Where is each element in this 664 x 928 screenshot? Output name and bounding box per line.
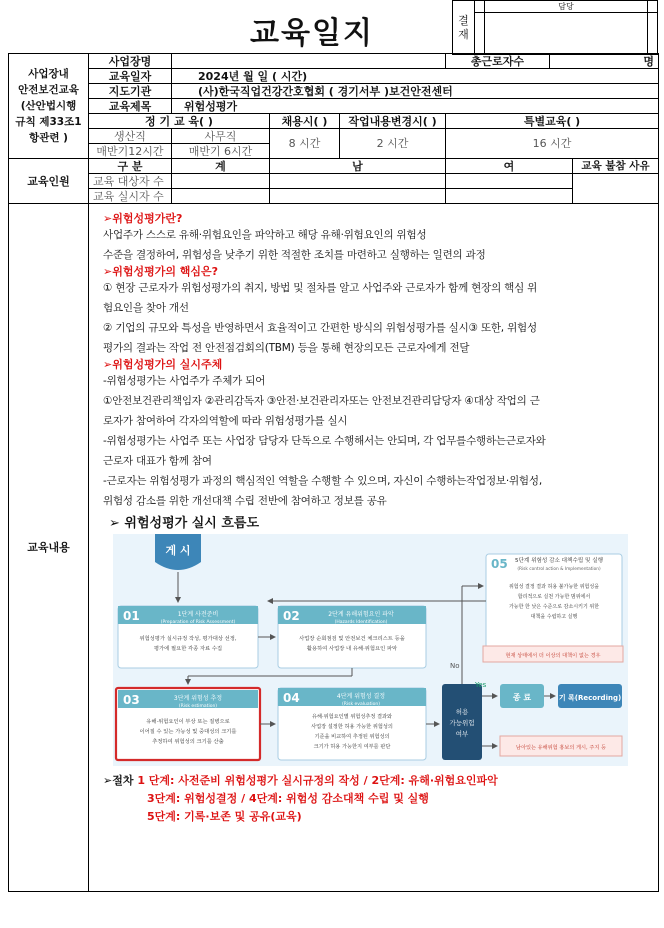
svg-text:크기가 허용 가능한지 여부를 판단: 크기가 허용 가능한지 여부를 판단	[313, 744, 391, 750]
approval-sign-1	[475, 13, 485, 55]
approval-label: 결 재	[453, 1, 475, 55]
svg-text:활용하여 사업장 내 유해·위험요인 파악: 활용하여 사업장 내 유해·위험요인 파악	[306, 646, 398, 652]
svg-text:여부: 여부	[455, 730, 469, 738]
content-label: 교육내용	[9, 204, 89, 892]
approval-cell-1	[475, 1, 485, 13]
absence-reason-field[interactable]	[573, 174, 659, 204]
step5-number: 05	[491, 557, 508, 571]
start-label: 게 시	[165, 544, 191, 557]
svg-text:허용: 허용	[455, 708, 469, 716]
col-total: 계	[172, 159, 270, 174]
svg-text:가능한 한 낮은 수준으로 감소시키기 위한: 가능한 한 낮은 수준으로 감소시키기 위한	[508, 604, 600, 610]
no-label: No	[450, 662, 460, 670]
step3-subtitle: (Risk estimation)	[178, 704, 218, 709]
done-male[interactable]	[270, 189, 446, 204]
subject-label: 교육제목	[89, 99, 172, 114]
yes-label: Yes	[475, 681, 487, 689]
production-label: 생산직	[89, 129, 172, 144]
approval-sign-3	[648, 13, 658, 55]
type-hire[interactable]: 채용시( )	[270, 114, 340, 129]
row-target: 교육 대상자 수	[89, 174, 172, 189]
col-female: 여	[446, 159, 573, 174]
step1-subtitle: (Preparation of Risk Assessment)	[160, 620, 236, 625]
flowchart-diagram	[113, 534, 628, 766]
personnel-label: 교육인원	[9, 159, 89, 204]
step4-title: 4단계 위험성 결정	[336, 693, 386, 700]
svg-text:사업장 순회점검 및 안전보건 체크리스트 등을: 사업장 순회점검 및 안전보건 체크리스트 등을	[299, 636, 405, 642]
procedure-line-2: 3단계: 위험성결정 / 4단계: 위험성 감소대책 수립 및 실행	[147, 792, 429, 805]
page-title: 교육일지	[250, 16, 374, 51]
step4-subtitle: (Risk evaluation)	[342, 702, 380, 707]
hire-hours: 8 시간	[270, 129, 340, 159]
svg-text:유해·위험요인이 부상 또는 질병으로: 유해·위험요인이 부상 또는 질병으로	[146, 719, 230, 725]
heading-definition: ➢위험성평가란?	[103, 212, 183, 225]
step2-title: 2단계 유해위험요인 파악	[328, 611, 394, 618]
legal-basis-label: 사업장내 안전보건교육 (산안법시행 규칙 제33조1 항관련 )	[9, 54, 89, 159]
svg-text:유해·위험요인별 위험성추정 결과와: 유해·위험요인별 위험성추정 결과와	[311, 714, 393, 720]
heading-core: ➢위험성평가의 핵심은?	[103, 265, 219, 278]
org-label: 지도기관	[89, 84, 172, 99]
production-hours: 매반기12시간	[89, 144, 172, 159]
flowchart-title: ➢ 위험성평가 실시 흐름도	[109, 516, 260, 531]
date-label: 교육일자	[89, 69, 172, 84]
row-done: 교육 실시자 수	[89, 189, 172, 204]
done-female[interactable]	[446, 189, 573, 204]
svg-text:대책을 수립하고 실행: 대책을 수립하고 실행	[530, 614, 578, 620]
col-class: 구 분	[89, 159, 172, 174]
end-label: 종 료	[512, 693, 532, 702]
svg-text:사업장 설정한 허용 가능한 위험성의: 사업장 설정한 허용 가능한 위험성의	[311, 724, 393, 730]
done-total[interactable]	[172, 189, 270, 204]
subject-field[interactable]: 위험성평가	[172, 99, 659, 114]
step1-number: 01	[123, 609, 140, 623]
procedure-line-1: ➢절차 1 단계: 사전준비 위험성평가 실시규정의 작성 / 2단계: 유해·위험요인파악	[103, 774, 498, 787]
type-regular[interactable]: 정 기 교 육( )	[89, 114, 270, 129]
svg-text:이어질 수 있는 가능성 및 중대성의 크기를: 이어질 수 있는 가능성 및 중대성의 크기를	[139, 729, 237, 735]
step4-number: 04	[283, 691, 300, 705]
col-reason: 교육 불참 사유	[573, 159, 659, 174]
date-field[interactable]: 2024년 월 일 ( 시간)	[172, 69, 659, 84]
total-workers-field[interactable]: 명	[550, 54, 659, 69]
type-special[interactable]: 특별교육( )	[446, 114, 659, 129]
approval-cell-3	[648, 1, 658, 13]
approval-sign-2	[484, 13, 647, 55]
svg-text:가능위험: 가능위험	[449, 719, 475, 727]
target-total[interactable]	[172, 174, 270, 189]
svg-text:추정하여 위험성의 크기를 산출: 추정하여 위험성의 크기를 산출	[152, 739, 224, 745]
total-workers-label: 총근로자수	[446, 54, 550, 69]
type-change[interactable]: 작업내용변경시( )	[340, 114, 446, 129]
svg-text:합리적으로 실천 가능한 범위에서: 합리적으로 실천 가능한 범위에서	[517, 594, 591, 600]
svg-text:기준을 비교하여 추정된 위험성의: 기준을 비교하여 추정된 위험성의	[314, 734, 390, 740]
education-log-table	[8, 53, 659, 892]
content-body: ➢위험성평가란? 사업주가 스스로 유해·위험요인을 파악하고 해당 유해·위험요인의 위험성 수준을 결정하여, 위험성을 낮추기 위한 적절한 조치를 마련하고 실행하는 일련의 과정 ➢위험성평가의 핵심은? ① 현장 근로자가 위험성평가의 취지, 방법 및 절차를 알고 사업주와 근로자가 함께 현장의 핵심 위 험요인을 찾아 개선 ② 기업의 규모와 특성을 반영하면서 효율적이고 간편한 방식의 위험성평가를 실시③ 또한, 위험성 평가의 결과는 작업 전 안전점검회의(TBM) 등을 통해 현장의모든 근로자에게 전달 ➢위험성평가의 실시주체 -위험성평가는 사업주가 주체가 되어 ①안전보건관리책임자 ②관리감독자 ③안전·보건관리자또는 안전보건관리담당자 ④대상 작업의 근 로자가 참여하여 각자의역할에 따라 위험성평가를 실시 -위험성평가는 사업주 또는 사업장 담당자 단독으로 수행해서는 안되며, 각 업무를수행하는근로자와 근로자 대표가 함께 참여 -근로자는 위험성평가 과정의 핵심적인 역할을 수행할 수 있으며, 자신이 수행하는작업정보·위험성, 위험성 감소를 위한 개선대책 수립 전반에 참여하고 정보를 공유 ➢ 위험성평가 실시 흐름도 게 시 01 1단계 사전준비 (Preparation of Risk Assessment) 위험성평가 실시규정 작성, 평가대상 선정, 평가에 필요한 각종 자료 수집 02 2단계 유해위험요인 파악 (Hazards Identification) 사업장 순회점검 및 안전보건 체크리스트 등을 활용하여 사업장 내 유해·위험요인 파악 03 3단계 위험성 추정 (Risk estimation) 유해·위험요인이 부상 또는 질병으로 이어질 수 있는 가능성 및 중대성의 크기를 추정하여 위험성의 크기를 산출 04 4단계 위험성 결정 (Risk evaluation) 유해·위험요인별 위험성추정 결과와 사업장 설정한 허용 가능한 위험성의 기준을 비교하여 추정된 위험성의 크기가 허용 가능한지 여부를 판단 허용 가능위험 여부 No Yes 05 5단계 위험성 감소 대책수립 및 실행 (Risk control action & Implementation) 위험성 결정 결과 허용 불가능한 위험성을 합리적으로 실천 가능한 범위에서 가능한 한 낮은 수준으로 감소시키기 위한 대책을 수립하고 실행 현재 상태에서 더 이상의 대책이 없는 경우 종 료 기 록(Recording) 남아있는 유해위험 홍보의 게시, 주지 등 ➢절차 1 단계: 사전준비 위험성평가 실시규정의 작성 / 2단계: 유해·위험요인파악 3단계: 위험성결정 / 4단계: 위험성 감소대책 수립 및 실행 5단계: 기록·보존 및 공유(교육)	[89, 204, 659, 892]
svg-text:남아있는 유해위험 홍보의 게시, 주지 등: 남아있는 유해위험 홍보의 게시, 주지 등	[515, 745, 607, 751]
procedure-line-3: 5단계: 기록·보존 및 공유(교육)	[147, 810, 302, 823]
office-label: 사무직	[172, 129, 270, 144]
svg-text:위험성평가 실시규정 작성, 평가대상 선정,: 위험성평가 실시규정 작성, 평가대상 선정,	[139, 636, 237, 642]
col-male: 남	[270, 159, 446, 174]
target-male[interactable]	[270, 174, 446, 189]
svg-text:위험성 결정 결과 허용 불가능한 위험성을: 위험성 결정 결과 허용 불가능한 위험성을	[508, 584, 600, 590]
step2-number: 02	[283, 609, 300, 623]
step2-subtitle: (Hazards Identification)	[334, 620, 388, 625]
svg-text:현재 상태에서 더 이상의 대책이 없는 경우: 현재 상태에서 더 이상의 대책이 없는 경우	[505, 653, 601, 659]
workplace-label: 사업장명	[89, 54, 172, 69]
special-hours: 16 시간	[446, 129, 659, 159]
office-hours: 매반기 6시간	[172, 144, 270, 159]
step3-title: 3단계 위험성 추정	[173, 695, 223, 702]
step5-title: 5단계 위험성 감소 대책수립 및 실행	[514, 558, 604, 564]
record-label: 기 록(Recording)	[558, 694, 622, 702]
step1-title: 1단계 사전준비	[177, 611, 219, 618]
approval-cell-2: 담당	[484, 1, 647, 13]
approval-box	[452, 0, 658, 55]
workplace-field[interactable]	[172, 54, 446, 69]
target-female[interactable]	[446, 174, 573, 189]
step3-number: 03	[123, 693, 140, 707]
heading-subject: ➢위험성평가의 실시주체	[103, 358, 223, 371]
org-field[interactable]: (사)한국직업건강간호협회 ( 경기서부 )보건안전센터	[172, 84, 659, 99]
svg-text:평가에 필요한 각종 자료 수집: 평가에 필요한 각종 자료 수집	[153, 646, 223, 652]
change-hours: 2 시간	[340, 129, 446, 159]
step5-subtitle: (Risk control action & Implementation)	[517, 567, 601, 572]
